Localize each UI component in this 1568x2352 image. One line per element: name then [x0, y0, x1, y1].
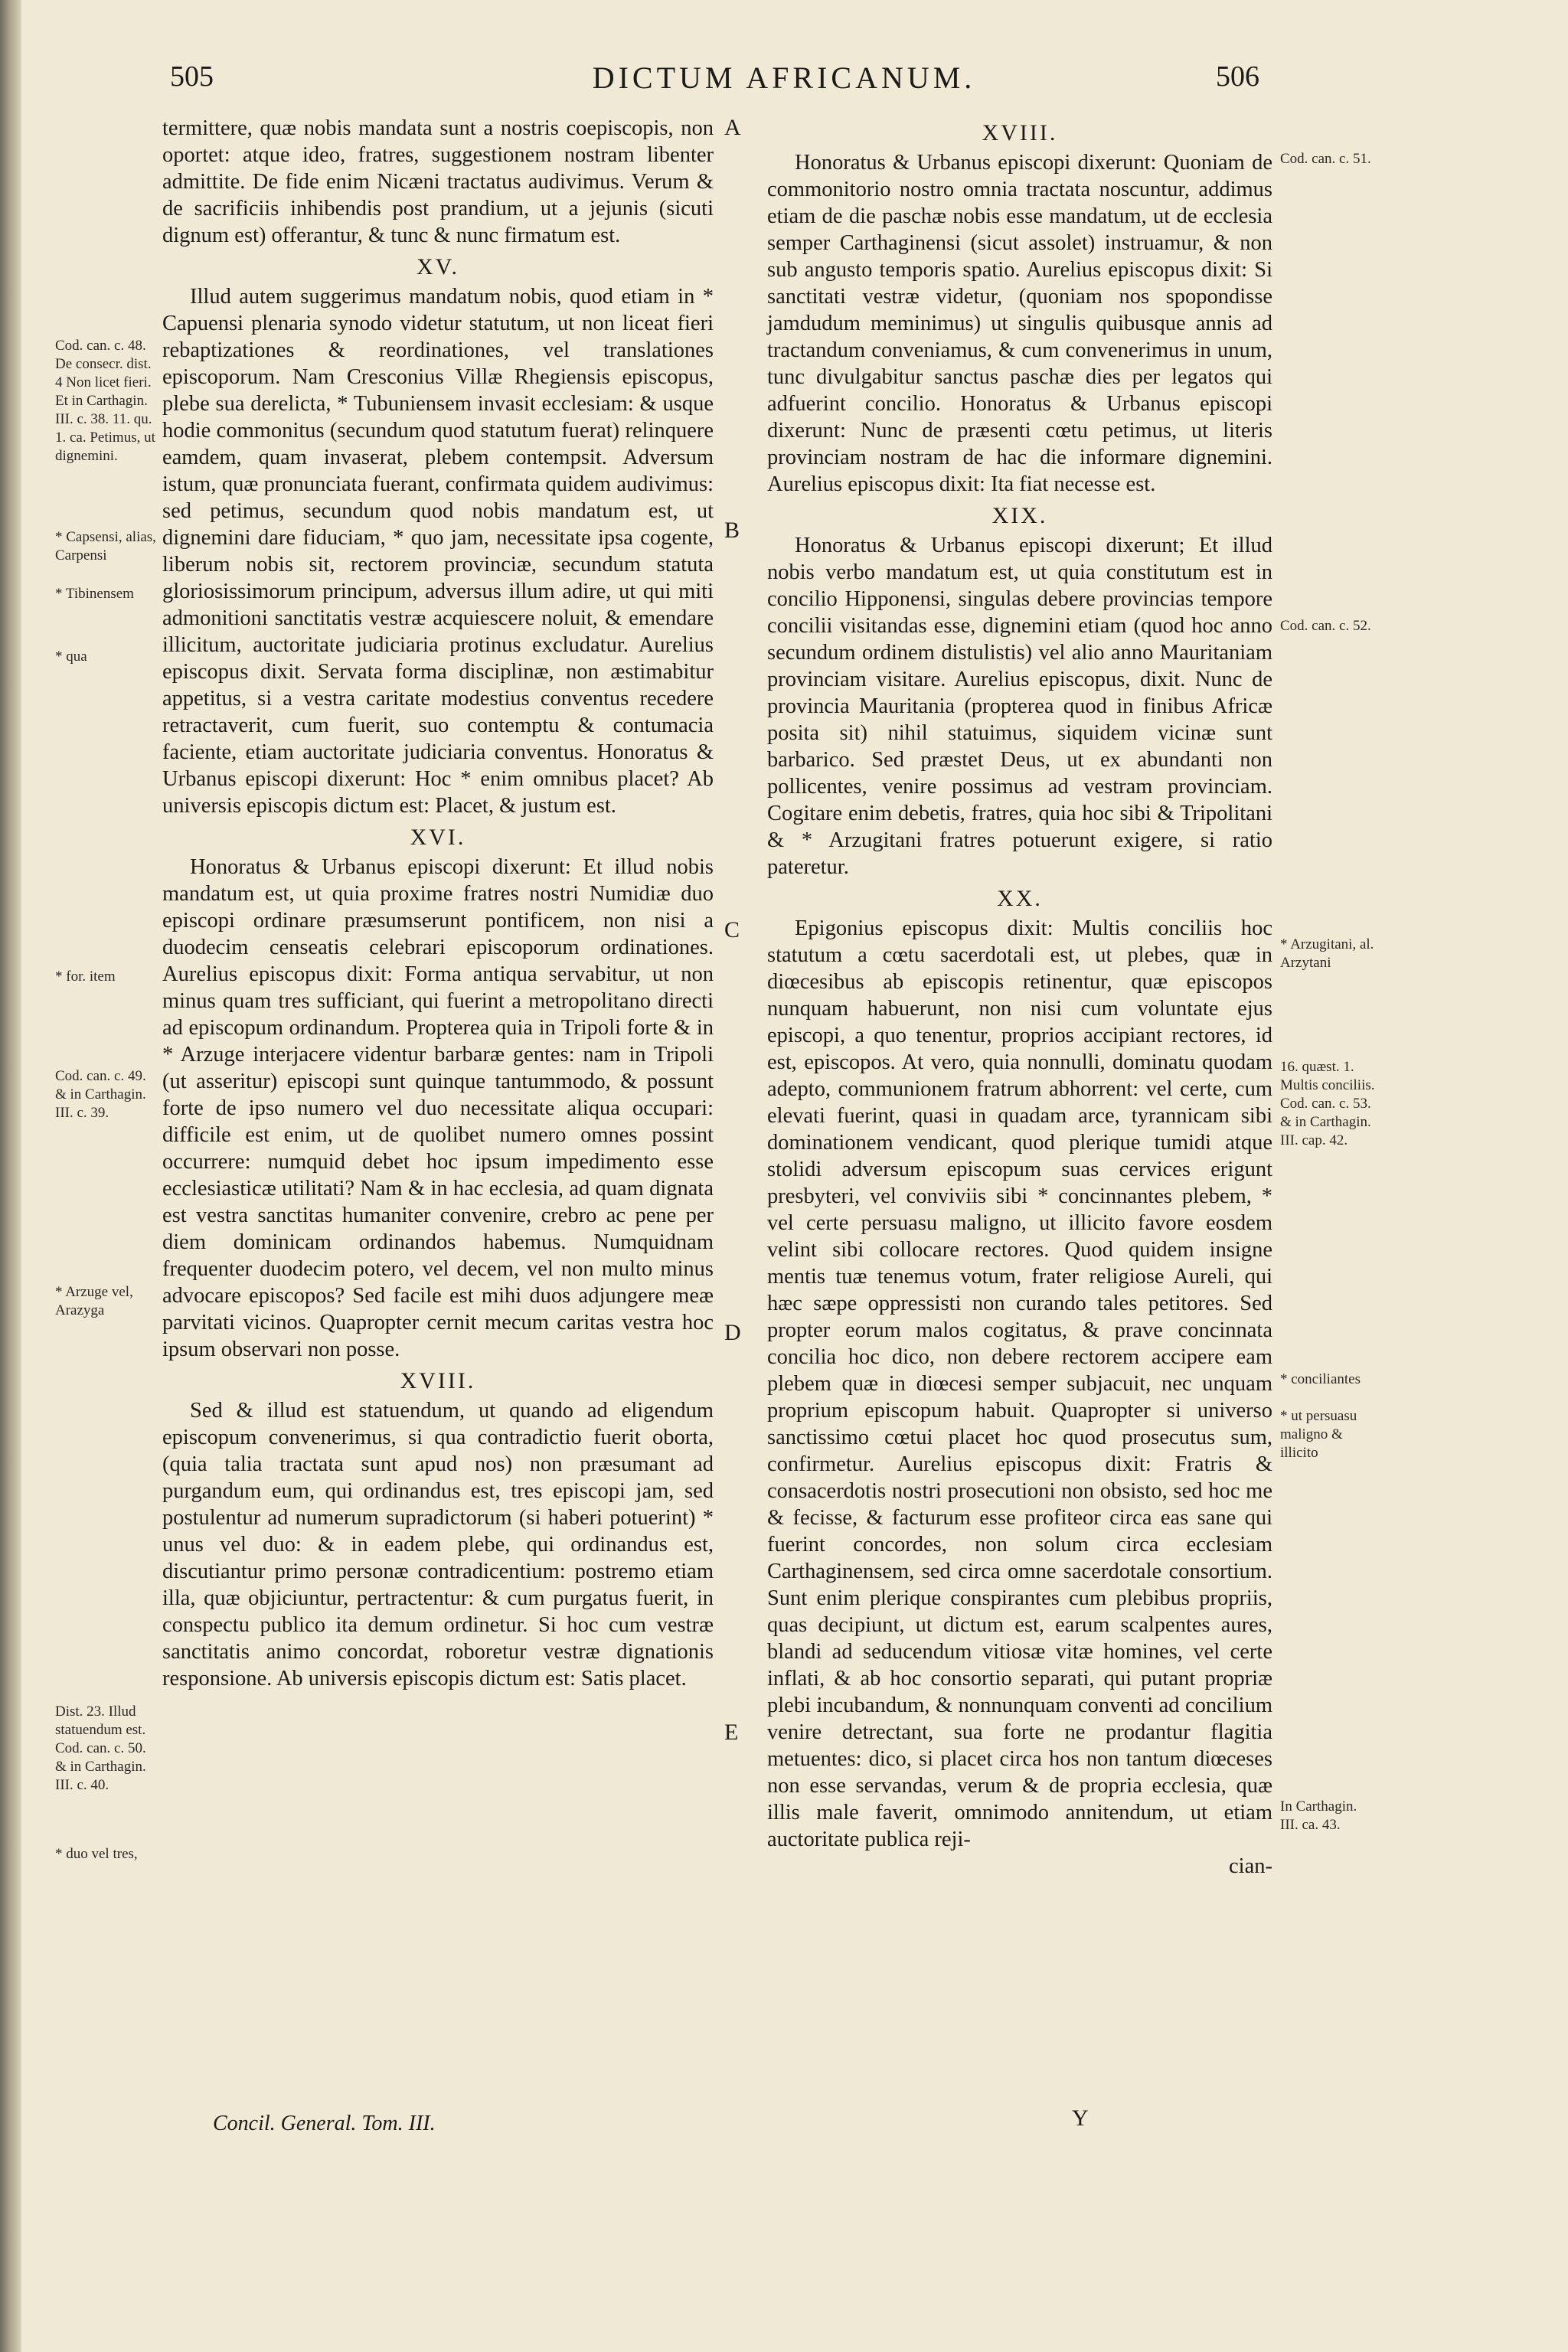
signature-mark: Y [1072, 2105, 1089, 2131]
footer-signature-text: Concil. General. Tom. III. [213, 2112, 436, 2135]
right-margin-note-4: 16. quæst. 1. Multis conciliis. Cod. can. c. 53. & in Carthagin. III. cap. 42. [1280, 1059, 1375, 1148]
right-margin-note-2: Cod. can. c. 52. [1280, 618, 1371, 634]
right-margin-note-1: Cod. can. c. 51. [1280, 151, 1371, 167]
section-heading-18: XVIII. [400, 1368, 476, 1393]
right-column [767, 115, 1272, 1880]
left-margin-note-9: * duo vel tres, [55, 1846, 138, 1862]
right-margin-note-7: In Carthagin. III. ca. 43. [1280, 1798, 1357, 1833]
left-margin-note-3: * Tibinensem [55, 586, 134, 602]
section-letter-d: D [724, 1320, 741, 1345]
section-heading-16: XVI. [410, 825, 466, 850]
left-margin-note-2: * Capsensi, alias, Carpensi [55, 529, 156, 564]
section-text-18: Sed & illud est statuendum, ut quando ad eligendum episcopum convenerimus, si qua contradictio fuerit oborta, (quia talia tractata sunt apud nos) non præsumant ad purgandum eum, qui ordinandus est, tres episcopi jam, sed postulentur ad numerum supradictorum (si haberi potuerint) * unus vel duo: & in eadem plebe, qui ordinandus est, discutiantur primo personæ contradicentium: postremo etiam illa, quæ objiciuntur, pertractentur: & cum purgatus fuerit, in conspectu publico ita demum ordinetur. Si hoc cum vestræ sanctitatis animo concordat, roboretur vestræ dignationis responsione. Ab universis episcopis dictum est: Satis placet. [162, 1399, 714, 1690]
section-heading-19: XIX. [991, 503, 1048, 528]
section-heading-18b: XVIII. [982, 120, 1058, 145]
binding-gutter [0, 0, 21, 2352]
right-margin-note-3: * Arzugitani, al. Arzytani [1280, 936, 1374, 971]
footer-signature [213, 2112, 436, 2136]
left-margin-note-8: Dist. 23. Illud statuendum est. Cod. can. c. 50. & in Carthagin. III. c. 40. [55, 1704, 146, 1793]
section-text-16: Honoratus & Urbanus episcopi dixerunt: Et illud nobis mandatum est, ut quia proxime fratres nostri Numidiæ duo episcopi ordinare præsumserunt pontificem, non nisi a duodecim censeatis celebrari episcoporum ordinationes. Aurelius episcopus dixit: Forma antiqua servabitur, ut non minus quam tres sufficiant, qui fuerint a metropolitano directi ad episcopum ordinandum. Propterea quia in Tripoli forte & in * Arzuge interjacere videntur barbaræ gentes: nam in Tripoli (ut asseritur) episcopi sunt quinque tantummodo, & possunt forte de ipso numero vel duo necessitate aliqua occupari: difficile est enim, ut de quolibet numero omnes possint occurrere: numquid debet hoc ipsum impedimento esse ecclesiasticæ utilitati? Nam & in hac ecclesia, ad quam dignata est vestra sanctitas humaniter convenire, crebro ac pene per diem dominicam ordinandos habemus. Numquidnam frequenter duodecim potero, vel decem, vel non multo minus advocare episcopos? Sed facile est mihi duos adjungere meæ parvitati vicinos. Quapropter cernit mecum caritas vestra hoc ipsum observari non posse. [162, 855, 714, 1361]
right-margin-note-6: * ut persuasu maligno & illicito [1280, 1408, 1357, 1461]
section-letter-c: C [724, 917, 740, 942]
section-text-20: Epigonius episcopus dixit: Multis conciliis hoc statutum a cœtu sacerdotali est, ut plebes, quæ in diœcesibus ab episcopis retinentur, quæ episcopos nunquam habuerunt, non nisi cum voluntate ejus episcopi, a quo tenentur, proprios accipiant rectores, id est, episcopos. At vero, quia nonnulli, dominatu quodam adepto, communionem fratrum abhorrent: vel certe, cum elevati fuerint, quasi in quadam arce, tyrannicam sibi dominationem vendicant, quod plerique tumidi atque stolidi adversum episcopum suas cervices erigunt presbyteri, vel conviviis sibi * concinnantes plebem, * vel certe persuasu maligno, ut illicito favore eosdem velint sibi collocare rectores. Quod quidem insigne mentis tuæ tenemus votum, frater religiose Aureli, qui hæc sæpe oppressisti non curando tales petitores. Sed propter eorum malos cogitatus, & prave concinnata concilia hoc dico, non debere rectorem accipere eam plebem quæ in diœcesi semper subjacuit, nec unquam proprium episcopum habuit. Quapropter si universo sanctissimo cœtui placet hoc quod prosecutus sum, confirmetur. Aurelius episcopus dixit: Fratris & consacerdotis nostri prosecutioni non obsisto, sed hoc me & fecisse, & facturum esse profiteor circa eas sane qui fuerint concordes, non solum circa ecclesiam Carthaginensem, sed circa omne sacerdotale consortium. Sunt enim plerique conspirantes cum plebibus propriis, quas decipiunt, ut dictum est, earum scalpentes aures, blandi ad seducendum vitiosæ vitæ homines, vel certe inflati, & ab hoc consortio separati, qui putant propriæ plebi incubandum, & nonnunquam conventi ad concilium venire detrectant, sua forte ne prodantur flagitia metuentes: dico, si placet circa hos non tantum diœceses non esse servandas, verum & de propria ecclesia, quæ illis male faverit, omnimodo annitendum, ut etiam auctoritate publica reji- [767, 916, 1272, 1851]
page-number-right: 506 [1216, 60, 1259, 93]
left-column [162, 115, 714, 1692]
left-margin-note-7: * Arzuge vel, Arazyga [55, 1284, 133, 1318]
section-text-15: Illud autem suggerimus mandatum nobis, quod etiam in * Capuensi plenaria synodo videtur statutum, ut non liceat fieri rebaptizationes & reordinationes, vel translationes episcoporum. Nam Cresconius Villæ Rhegiensis episcopus, plebe sua derelicta, * Tubuniensem invasit ecclesiam: & usque hodie commonitus (secundum quod statutum fuerat) relinquere eamdem, quam invaserat, plebem contempsit. Adversum istum, quæ pronunciata fuerant, confirmata quidem audivimus: sed petimus, secundum quod nobis mandatum est, ut dignemini dare fiduciam, * quo jam, necessitate ipsa cogente, liberum nobis sit, rectorem provinciæ, secundum statuta gloriosissimorum principum, adversus illum adire, ut qui miti admonitioni sanctitatis vestræ acquiescere noluit, & emendare illicitum, auctoritate judiciaria protinus excludatur. Aurelius episcopus dixit. Servata forma disciplinæ, non æstimabitur appetitus, si a vestra caritate modestius conventus recedere retractaverit, cum fuerit, suo contemptu & contumacia faciente, etiam auctoritate judiciaria conventus. Honoratus & Urbanus episcopi dixerunt: Hoc * enim omnibus placet? Ab universis episcopis dictum est: Placet, & justum est. [162, 285, 714, 818]
section-heading-20: XX. [997, 886, 1043, 911]
intro-paragraph: termittere, quæ nobis mandata sunt a nostris coepiscopis, non oportet: atque ideo, fratres, suggestionem nostram libenter admittite. De fide enim Nicæni tractatus audivimus. Verum & de sacrificiis inhibendis post prandium, ut a jejunis (sicuti dignum est) offerantur, & tunc & nunc firmatum est. [162, 116, 714, 247]
left-margin-note-5: * for. item [55, 969, 116, 985]
left-margin-note-6: Cod. can. c. 49. & in Carthagin. III. c. 39. [55, 1068, 146, 1121]
left-margin-note-1: Cod. can. c. 48. De consecr. dist. 4 Non licet fieri. Et in Carthagin. III. c. 38. 11. qu. 1. ca. Petimus, ut dignemini. [55, 338, 155, 464]
section-letter-a: A [724, 115, 741, 140]
section-text-19: Honoratus & Urbanus episcopi dixerunt; Et illud nobis verbo mandatum est, ut quia constitutum est in concilio Hipponensi, singulas debere provincias tempore concilii visitandas esse, dignemini etiam (quod hoc anno secundum ordinem distulistis) vel alio anno Mauritaniam provinciam visitare. Aurelius episcopus, dixit. Nunc de provincia Mauritania (propterea quod in finibus Africæ posita sit) nihil statuimus, siquidem vicinæ sunt barbarico. Sed præstet Deus, ut ex abundanti non pollicentes, venire possimus ad vestram provinciam. Cogitare enim debetis, fratres, quia hoc sibi & Tripolitani & * Arzugitani fratres potuerunt exigere, si ratio pateretur. [767, 534, 1272, 879]
catchword: cian- [1229, 1854, 1272, 1878]
section-heading-15: XV. [416, 254, 459, 279]
page-number-left: 505 [170, 60, 214, 93]
running-title: DICTUM AFRICANUM. [592, 60, 976, 95]
section-letter-e: E [724, 1720, 739, 1745]
left-margin-note-4: * qua [55, 648, 87, 665]
section-text-18b: Honoratus & Urbanus episcopi dixerunt: Quoniam de commonitorio nostro omnia tractata noscuntur, addimus etiam de die paschæ nobis esse mandatum, ut de ecclesia semper Carthaginensi (sicut assolet) instruamur, & non sub angusto temporis spatio. Aurelius episcopus dixit: Si sanctitati vestræ videtur, (quoniam nos spopondisse jamdudum meminimus) ut singulis quibusque annis ad tractandum conveniamus, & cum convenerimus in unum, tunc divulgabitur sanctus paschæ dies per legatos qui adfuerint concilio. Honoratus & Urbanus episcopi dixerunt: Nunc de præsenti cœtu petimus, ut literis provinciam nostram de hac die informare dignemini. Aurelius episcopus dixit: Ita fiat necesse est. [767, 151, 1272, 496]
section-letter-b: B [724, 518, 740, 543]
right-margin-note-5: * conciliantes [1280, 1371, 1361, 1387]
